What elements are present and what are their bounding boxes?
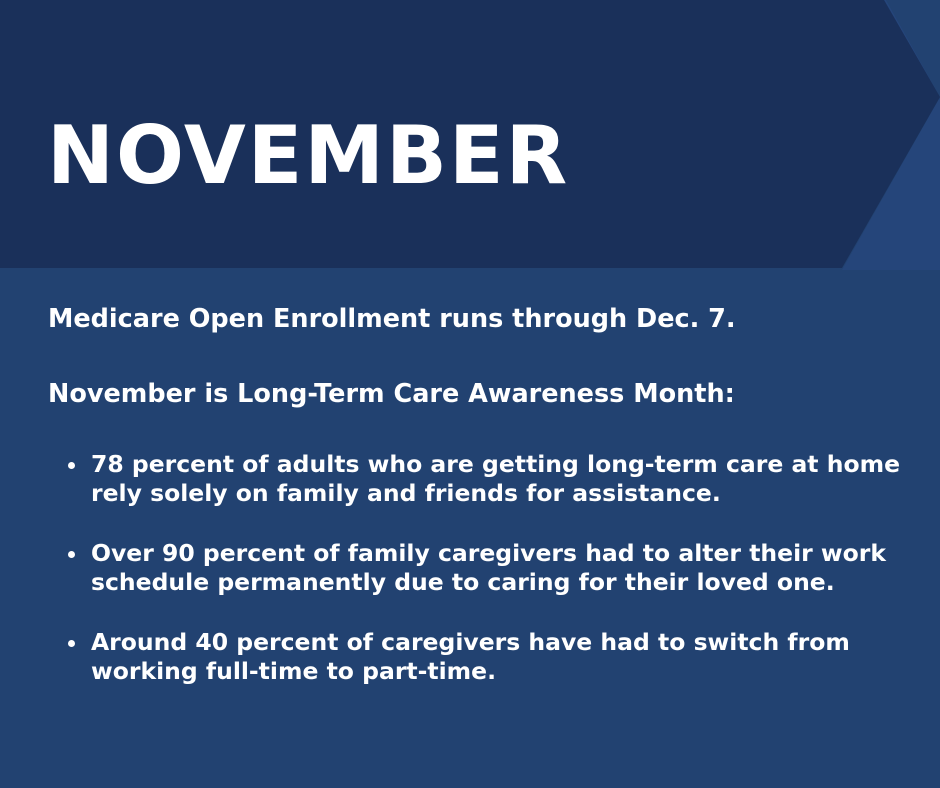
list-item-text: Around 40 percent of caregivers have had to switch from working full-time to part-time.	[91, 628, 850, 685]
bullet-icon	[68, 462, 75, 469]
list-item-text: Over 90 percent of family caregivers had to alter their work schedule permanently due to caring for their loved one.	[91, 539, 886, 596]
facts-list	[48, 450, 908, 686]
enrollment-line: Medicare Open Enrollment runs through Dec. 7.	[48, 304, 736, 334]
bullet-icon	[68, 551, 75, 558]
list-item	[48, 628, 908, 686]
bullet-icon	[68, 640, 75, 647]
list-item	[48, 450, 908, 508]
list-item-text: 78 percent of adults who are getting long-term care at home rely solely on family and friends for assistance.	[91, 450, 901, 507]
awareness-month-line: November is Long-Term Care Awareness Month:	[48, 379, 735, 409]
main-content	[48, 299, 908, 717]
page-title: NOVEMBER	[47, 109, 570, 202]
list-item	[48, 539, 908, 597]
